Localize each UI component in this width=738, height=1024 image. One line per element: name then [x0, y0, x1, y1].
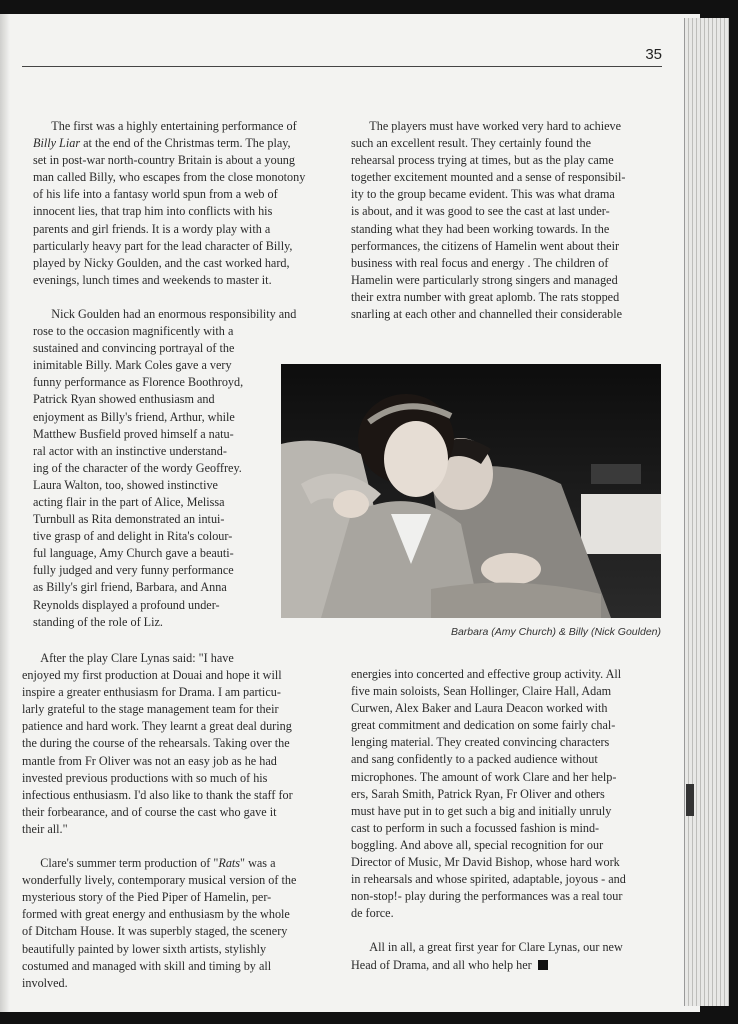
- text-line: standing of the role of Liz.: [33, 614, 163, 629]
- text-line: After the play Clare Lynas said: "I have: [22, 651, 234, 665]
- paragraph-gap: [33, 289, 305, 306]
- text-line: mysterious story of the Pied Piper of Hamelin, per-: [22, 890, 272, 905]
- text-line: performances, the citizens of Hamelin went about their: [351, 238, 620, 253]
- text-line: larly grateful to the stage management team for their: [22, 702, 279, 717]
- text-line: Director of Music, Mr David Bishop, whose hard work: [351, 855, 620, 870]
- text-line: played by Nicky Goulden, and the cast worked hard,: [33, 255, 290, 270]
- text-line: enjoyment as Billy's friend, Arthur, while: [33, 409, 235, 424]
- text-line: parents and girl friends. It is a wordy play with a: [33, 221, 271, 236]
- text-line: must have put in to get such a big and initially unruly: [351, 803, 612, 818]
- text-line: ful language, Amy Church gave a beauti-: [33, 546, 234, 561]
- text-line: acting flair in the part of Alice, Melissa: [33, 494, 225, 509]
- text-line: and sang confidently to a packed audience without: [351, 752, 598, 767]
- text-line: non-stop!- play during the performances was a real tour: [351, 889, 623, 904]
- text-line: in rehearsals and whose spirited, adaptable, joyous - and: [351, 872, 626, 887]
- text-line: wonderfully lively, contemporary musical version of the: [22, 873, 297, 888]
- text-line: inspire a greater enthusiasm for Drama. I am particu-: [22, 685, 281, 700]
- text-line: energies into concerted and effective group activity. All: [351, 667, 622, 681]
- text-line: de force.: [351, 906, 394, 921]
- text-line: such an excellent result. They certainly found the: [351, 136, 592, 151]
- photo-caption: Barbara (Amy Church) & Billy (Nick Goulden): [450, 626, 661, 638]
- text-line: snarling at each other and channelled their considerable: [351, 307, 623, 322]
- left-column-top: [33, 118, 305, 631]
- text-line: Matthew Busfield proved himself a natu-: [33, 426, 234, 441]
- page-stack-edges: [684, 18, 729, 1006]
- text-line: Nick Goulden had an enormous responsibility and: [33, 306, 297, 321]
- text-line: the during the course of the rehearsals. Taking over the: [22, 736, 290, 751]
- text-line: tive grasp of and delight in Rita's colour-: [33, 529, 233, 544]
- text-line: of Ditcham House. It was superbly staged, the scenery: [22, 924, 288, 939]
- text-line: Hamelin were particularly strong singers and managed: [351, 272, 618, 287]
- text-line: inimitable Billy. Mark Coles gave a very: [33, 358, 232, 373]
- text-line: Laura Walton, too, showed instinctive: [33, 477, 218, 492]
- production-photo: [281, 364, 661, 618]
- text-line: Turnbull as Rita demonstrated an intui-: [33, 512, 225, 527]
- text-line: ers, Sarah Smith, Patrick Ryan, Fr Oliver and others: [351, 786, 605, 801]
- text-line: business with real focus and energy . The children of: [351, 255, 609, 270]
- text-line: particularly heavy part for the lead character of Billy,: [33, 238, 293, 253]
- section-tab-marker: [686, 784, 694, 816]
- text-line: All in all, a great first year for Clare Lynas, our new: [351, 940, 623, 955]
- text-line: together excitement mounted and a sense of responsibil-: [351, 170, 626, 185]
- text-line: evenings, lunch times and weekends to master it.: [33, 272, 272, 287]
- text-line: standing what they had been working towards. In the: [351, 221, 610, 236]
- text-line: ing of the character of the wordy Geoffrey.: [33, 460, 242, 475]
- text-line: Clare's summer term production of "Rats" was a: [22, 856, 276, 871]
- page-number: 35: [645, 46, 662, 63]
- end-of-article-mark: [538, 960, 548, 970]
- text-line: great commitment and dedication on some fairly chal-: [351, 718, 616, 733]
- text-line: ity to the group became evident. This was what drama: [351, 187, 615, 202]
- text-line: cast to perform in such a focussed fashion is mind-: [351, 820, 600, 835]
- text-line: infectious enthusiasm. I'd also like to thank the staff for: [22, 787, 293, 802]
- text-line: man called Billy, who escapes from the close monotony: [33, 170, 306, 185]
- text-line: Curwen, Alex Baker and Laura Deacon worked with: [351, 701, 608, 716]
- text-line: as Billy's girl friend, Barbara, and Anna: [33, 580, 227, 595]
- text-line: their forbearance, and of course the cast who gave it: [22, 804, 277, 819]
- text-line: mantle from Fr Oliver was not an easy job as he had: [22, 753, 277, 768]
- text-line: fully judged and very funny performance: [33, 563, 234, 578]
- paragraph-gap: [22, 838, 296, 855]
- text-line: ral actor with an instinctive understand-: [33, 443, 227, 458]
- text-line: boggling. And above all, special recognition for our: [351, 837, 604, 852]
- text-line: rose to the occasion magnificently with a: [33, 324, 234, 339]
- paragraph-gap: [351, 922, 626, 939]
- page-gutter-shadow: [0, 14, 10, 1012]
- text-line: Reynolds displayed a profound under-: [33, 597, 220, 612]
- text-line: funny performance as Florence Boothroyd,: [33, 375, 244, 390]
- text-line: Billy Liar at the end of the Christmas term. The play,: [33, 136, 291, 151]
- text-line: costumed and managed with skill and timing by all: [22, 958, 272, 973]
- text-line: rehearsal process trying at times, but as the play came: [351, 153, 614, 168]
- text-line: five main soloists, Sean Hollinger, Claire Hall, Adam: [351, 684, 612, 699]
- text-line: of his life into a fantasy world spun from a web of: [33, 187, 278, 202]
- text-line: patience and hard work. They learnt a great deal during: [22, 719, 292, 734]
- text-line: beautifully painted by lower sixth artists, stylishly: [22, 941, 267, 956]
- text-line: Head of Drama, and all who help her: [351, 957, 626, 974]
- photo-illustration: [281, 364, 661, 618]
- text-line: The first was a highly entertaining performance of: [33, 119, 297, 133]
- text-line: Patrick Ryan showed enthusiasm and: [33, 392, 215, 407]
- text-line: microphones. The amount of work Clare and her help-: [351, 769, 617, 784]
- left-column-bottom: [22, 650, 296, 992]
- right-column-bottom: [351, 666, 626, 974]
- text-line: invested previous productions with so much of his: [22, 770, 268, 785]
- text-line: is about, and it was good to see the cast at last under-: [351, 204, 610, 219]
- text-line: enjoyed my first production at Douai and hope it will: [22, 668, 282, 683]
- text-line: set in post-war north-country Britain is about a young: [33, 153, 295, 168]
- text-line: lenging material. They created convincing characters: [351, 735, 610, 750]
- header-rule: [22, 66, 662, 67]
- text-line: involved.: [22, 975, 68, 990]
- text-line: formed with great energy and enthusiasm by the whole: [22, 907, 290, 922]
- text-line: innocent lies, that trap him into conflicts with his: [33, 204, 273, 219]
- right-column-top: [351, 118, 625, 323]
- text-line: their all.": [22, 821, 68, 836]
- text-line: sustained and convincing portrayal of the: [33, 341, 235, 356]
- text-line: The players must have worked very hard to achieve: [351, 119, 622, 133]
- text-line: their extra number with great aplomb. The rats stopped: [351, 289, 620, 304]
